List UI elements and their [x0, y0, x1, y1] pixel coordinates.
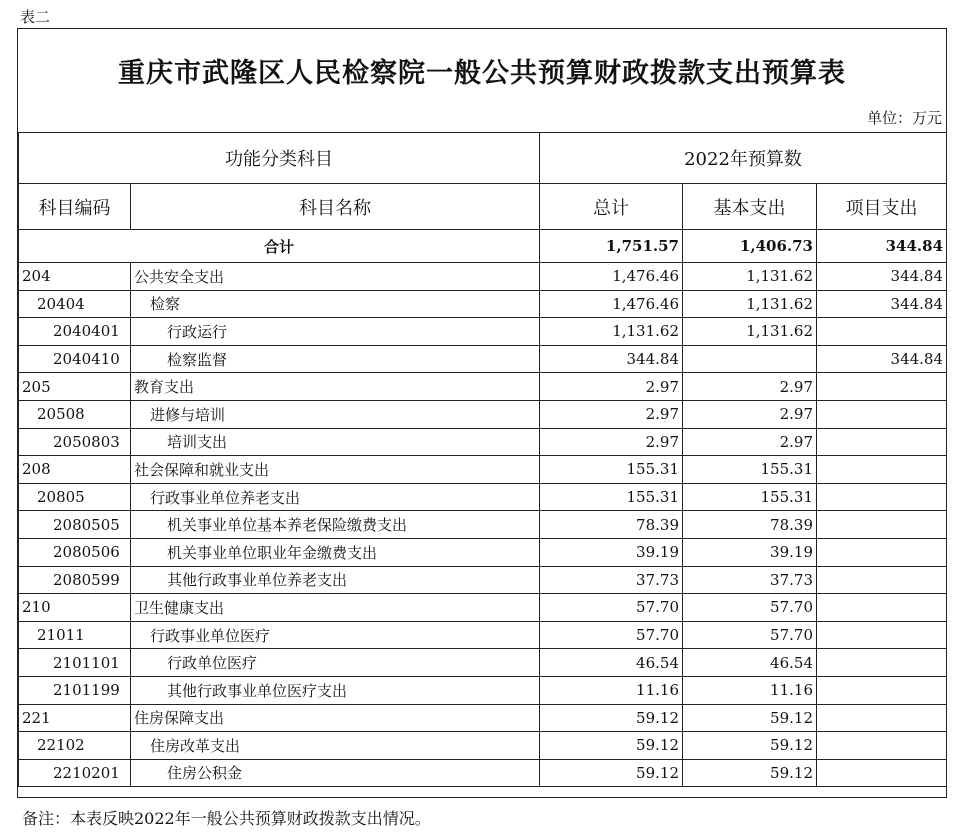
- table-row: [19, 345, 947, 373]
- total-project: 344.84: [817, 230, 947, 263]
- total-label: 合计: [19, 230, 540, 263]
- row-name: 其他行政事业单位养老支出: [131, 566, 540, 594]
- budget-table-frame: [17, 28, 947, 798]
- row-code: 2210201: [19, 759, 131, 787]
- table-row: [19, 676, 947, 704]
- row-basic: 1,131.62: [683, 290, 817, 318]
- row-project: [817, 594, 947, 622]
- table-caption: 表二: [20, 8, 51, 26]
- row-project: [817, 538, 947, 566]
- table-row: [19, 373, 947, 401]
- row-total: 37.73: [540, 566, 683, 594]
- header-row-2: [19, 184, 947, 230]
- row-basic: 37.73: [683, 566, 817, 594]
- total-basic: 1,406.73: [683, 230, 817, 263]
- table-row: [19, 318, 947, 346]
- row-total: 57.70: [540, 594, 683, 622]
- row-project: [817, 373, 947, 401]
- row-basic: 57.70: [683, 594, 817, 622]
- title-area: [18, 29, 946, 132]
- header-budget: 2022年预算数: [540, 133, 947, 184]
- row-code: 208: [19, 456, 131, 484]
- row-project: 344.84: [817, 290, 947, 318]
- row-basic: 155.31: [683, 456, 817, 484]
- row-code: 2080505: [19, 511, 131, 539]
- row-basic: 1,131.62: [683, 263, 817, 291]
- row-project: [817, 704, 947, 732]
- total-row: [19, 230, 947, 263]
- row-project: 344.84: [817, 263, 947, 291]
- row-code: 210: [19, 594, 131, 622]
- header-project: 项目支出: [817, 184, 947, 230]
- row-basic: 39.19: [683, 538, 817, 566]
- row-basic: 2.97: [683, 373, 817, 401]
- row-project: [817, 400, 947, 428]
- row-project: [817, 511, 947, 539]
- footnote: 备注：本表反映2022年一般公共预算财政拨款支出情况。: [22, 809, 431, 828]
- row-code: 21011: [19, 621, 131, 649]
- row-basic: 78.39: [683, 511, 817, 539]
- total-total: 1,751.57: [540, 230, 683, 263]
- row-total: 2.97: [540, 373, 683, 401]
- row-project: [817, 566, 947, 594]
- row-total: 155.31: [540, 456, 683, 484]
- table-row: [19, 566, 947, 594]
- row-total: 46.54: [540, 649, 683, 677]
- row-project: [817, 456, 947, 484]
- row-basic: 57.70: [683, 621, 817, 649]
- row-basic: 46.54: [683, 649, 817, 677]
- page-title: 重庆市武隆区人民检察院一般公共预算财政拨款支出预算表: [118, 58, 846, 89]
- row-code: 2040401: [19, 318, 131, 346]
- row-basic: 59.12: [683, 759, 817, 787]
- row-code: 2080599: [19, 566, 131, 594]
- row-project: [817, 759, 947, 787]
- row-total: 59.12: [540, 732, 683, 760]
- table-row: [19, 538, 947, 566]
- header-code: 科目编码: [19, 184, 131, 230]
- row-code: 221: [19, 704, 131, 732]
- row-basic: 155.31: [683, 483, 817, 511]
- row-name: 机关事业单位基本养老保险缴费支出: [131, 511, 540, 539]
- header-name: 科目名称: [131, 184, 540, 230]
- row-project: [817, 483, 947, 511]
- row-total: 57.70: [540, 621, 683, 649]
- row-basic: 1,131.62: [683, 318, 817, 346]
- row-basic: [683, 345, 817, 373]
- row-code: 204: [19, 263, 131, 291]
- row-code: 22102: [19, 732, 131, 760]
- row-total: 39.19: [540, 538, 683, 566]
- row-basic: 11.16: [683, 676, 817, 704]
- row-basic: 59.12: [683, 704, 817, 732]
- row-name: 社会保障和就业支出: [131, 456, 540, 484]
- table-row: [19, 263, 947, 291]
- row-project: [817, 318, 947, 346]
- header-category: 功能分类科目: [19, 133, 540, 184]
- row-code: 20508: [19, 400, 131, 428]
- row-project: [817, 732, 947, 760]
- row-project: 344.84: [817, 345, 947, 373]
- row-name: 其他行政事业单位医疗支出: [131, 676, 540, 704]
- header-basic: 基本支出: [683, 184, 817, 230]
- row-name: 行政事业单位养老支出: [131, 483, 540, 511]
- table-row: [19, 621, 947, 649]
- row-code: 2101101: [19, 649, 131, 677]
- row-name: 检察监督: [131, 345, 540, 373]
- row-code: 2101199: [19, 676, 131, 704]
- row-code: 205: [19, 373, 131, 401]
- row-basic: 2.97: [683, 400, 817, 428]
- row-total: 1,131.62: [540, 318, 683, 346]
- header-total: 总计: [540, 184, 683, 230]
- row-total: 59.12: [540, 704, 683, 732]
- row-name: 公共安全支出: [131, 263, 540, 291]
- table-row: [19, 428, 947, 456]
- table-row: [19, 483, 947, 511]
- table-row: [19, 594, 947, 622]
- row-project: [817, 621, 947, 649]
- row-name: 培训支出: [131, 428, 540, 456]
- row-name: 行政单位医疗: [131, 649, 540, 677]
- row-project: [817, 676, 947, 704]
- table-row: [19, 732, 947, 760]
- table-row: [19, 649, 947, 677]
- table-row: [19, 759, 947, 787]
- row-code: 20805: [19, 483, 131, 511]
- row-code: 2040410: [19, 345, 131, 373]
- header-row-1: [19, 133, 947, 184]
- row-total: 11.16: [540, 676, 683, 704]
- row-total: 78.39: [540, 511, 683, 539]
- row-total: 59.12: [540, 759, 683, 787]
- row-name: 检察: [131, 290, 540, 318]
- table-row: [19, 400, 947, 428]
- row-code: 20404: [19, 290, 131, 318]
- row-code: 2050803: [19, 428, 131, 456]
- row-name: 机关事业单位职业年金缴费支出: [131, 538, 540, 566]
- row-name: 行政运行: [131, 318, 540, 346]
- table-row: [19, 511, 947, 539]
- table-row: [19, 456, 947, 484]
- row-code: 2080506: [19, 538, 131, 566]
- row-project: [817, 649, 947, 677]
- row-name: 行政事业单位医疗: [131, 621, 540, 649]
- table-row: [19, 704, 947, 732]
- row-name: 住房保障支出: [131, 704, 540, 732]
- row-name: 住房改革支出: [131, 732, 540, 760]
- row-project: [817, 428, 947, 456]
- row-total: 2.97: [540, 428, 683, 456]
- table-row: [19, 290, 947, 318]
- budget-table: [18, 132, 947, 787]
- row-total: 1,476.46: [540, 263, 683, 291]
- row-name: 卫生健康支出: [131, 594, 540, 622]
- row-basic: 2.97: [683, 428, 817, 456]
- row-total: 344.84: [540, 345, 683, 373]
- row-name: 教育支出: [131, 373, 540, 401]
- row-name: 进修与培训: [131, 400, 540, 428]
- row-total: 155.31: [540, 483, 683, 511]
- unit-label: 单位：万元: [866, 109, 942, 127]
- row-name: 住房公积金: [131, 759, 540, 787]
- row-total: 2.97: [540, 400, 683, 428]
- row-total: 1,476.46: [540, 290, 683, 318]
- row-basic: 59.12: [683, 732, 817, 760]
